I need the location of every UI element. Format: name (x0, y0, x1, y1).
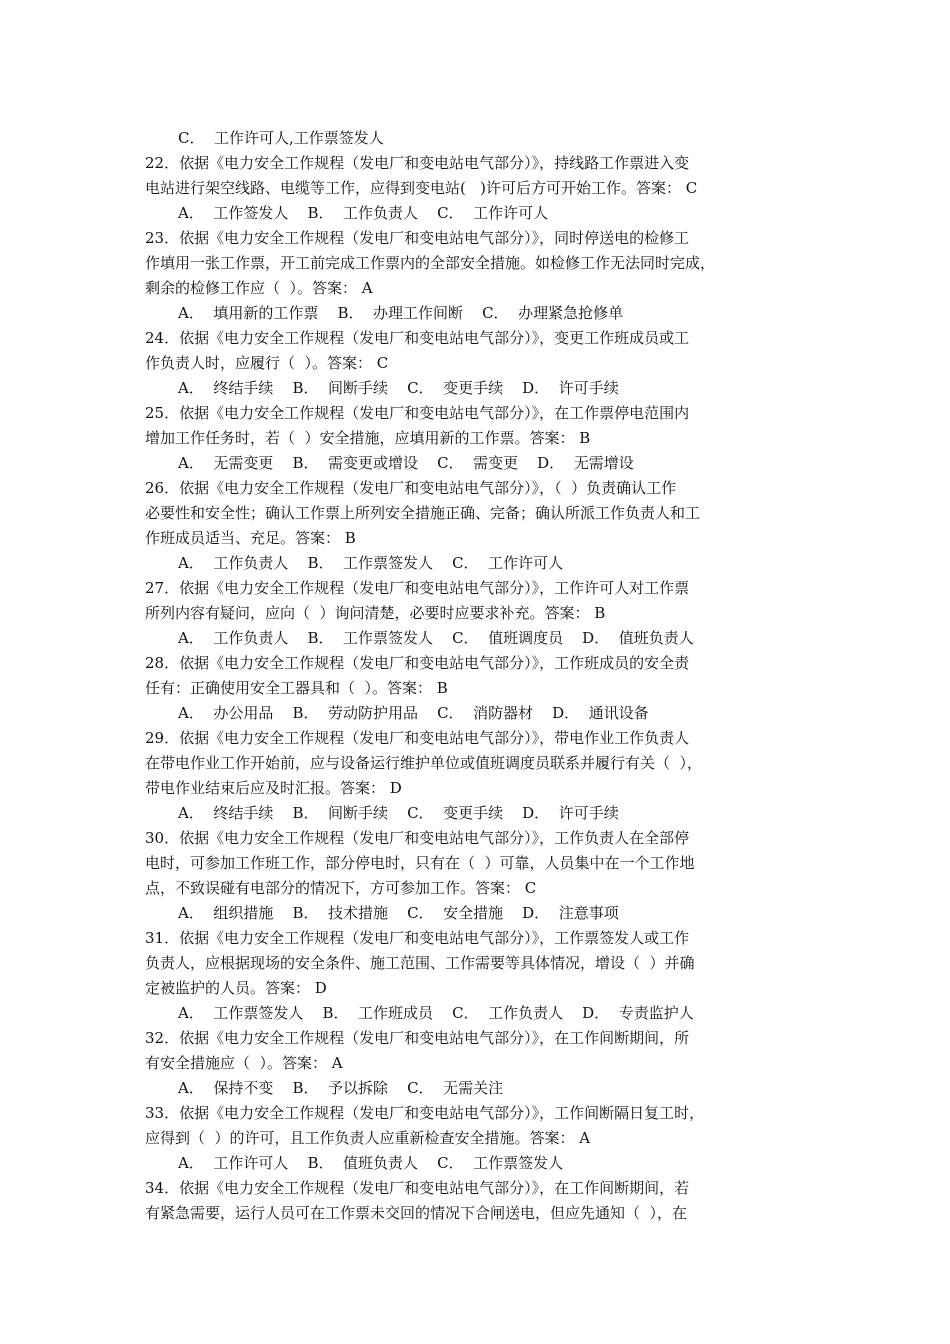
answer-options-line: A． 组织措施 B． 技术措施 C． 安全措施 D． 注意事项 (178, 904, 619, 922)
question-text-line: 任有：正确使用安全工器具和（ ）。答案： B (145, 679, 448, 697)
answer-options-line: A． 填用新的工作票 B． 办理工作间断 C． 办理紧急抢修单 (178, 304, 624, 322)
answer-options-line: C． 工作许可人,工作票签发人 (178, 129, 384, 147)
question-text-line: 作填用一张工作票，开工前完成工作票内的全部安全措施。如检修工作无法同时完成， (145, 254, 716, 272)
question-text-line: 22．依据《电力安全工作规程（发电厂和变电站电气部分）》，持线路工作票进入变 (145, 154, 690, 172)
question-text-line: 增加工作任务时，若（ ）安全措施，应填用新的工作票。答案： B (145, 429, 591, 447)
question-text-line: 28．依据《电力安全工作规程（发电厂和变电站电气部分）》，工作班成员的安全责 (145, 654, 690, 672)
answer-options-line: A． 保持不变 B． 予以拆除 C． 无需关注 (178, 1079, 504, 1097)
question-text-line: 24．依据《电力安全工作规程（发电厂和变电站电气部分）》，变更工作班成员或工 (145, 329, 690, 347)
answer-options-line: A． 工作负责人 B． 工作票签发人 C． 工作许可人 (178, 554, 564, 572)
question-text-line: 作班成员适当、充足。答案： B (145, 529, 356, 547)
question-text-line: 31．依据《电力安全工作规程（发电厂和变电站电气部分）》，工作票签发人或工作 (145, 929, 690, 947)
question-text-line: 应得到（ ）的许可，且工作负责人应重新检查安全措施。答案： A (145, 1129, 591, 1147)
question-text-line: 作负责人时，应履行（ ）。答案： C (145, 354, 389, 372)
question-text-line: 27．依据《电力安全工作规程（发电厂和变电站电气部分）》，工作许可人对工作票 (145, 579, 690, 597)
question-text-line: 有安全措施应（ ）。答案： A (145, 1054, 343, 1072)
question-text-line: 电时，可参加工作班工作，部分停电时，只有在（ ）可靠，人员集中在一个工作地 (145, 854, 695, 872)
question-text-line: 必要性和安全性；确认工作票上所列安全措施正确、完备；确认所派工作负责人和工 (145, 504, 701, 522)
question-text-line: 有紧急需要，运行人员可在工作票未交回的情况下合闸送电，但应先通知（ ），在 (145, 1204, 688, 1222)
question-text-line: 33．依据《电力安全工作规程（发电厂和变电站电气部分）》，工作间断隔日复工时， (145, 1104, 705, 1122)
question-text-line: 26．依据《电力安全工作规程（发电厂和变电站电气部分）》，（ ）负责确认工作 (145, 479, 677, 497)
question-text-line: 负责人，应根据现场的安全条件、施工范围、工作需要等具体情况，增设（ ）并确 (145, 954, 695, 972)
question-text-line: 34．依据《电力安全工作规程（发电厂和变电站电气部分）》，在工作间断期间，若 (145, 1179, 690, 1197)
question-text-line: 剩余的检修工作应（ ）。答案： A (145, 279, 373, 297)
question-text-line: 所列内容有疑问，应向（ ）询问清楚，必要时应要求补充。答案： B (145, 604, 606, 622)
answer-options-line: A． 无需变更 B． 需变更或增设 C． 需变更 D． 无需增设 (178, 454, 634, 472)
answer-options-line: A． 工作许可人 B． 值班负责人 C． 工作票签发人 (178, 1154, 564, 1172)
question-text-line: 29．依据《电力安全工作规程（发电厂和变电站电气部分）》，带电作业工作负责人 (145, 729, 690, 747)
document-body (145, 126, 825, 1226)
question-text-line: 在带电作业工作开始前，应与设备运行维护单位或值班调度员联系并履行有关（ ）， (145, 754, 703, 772)
answer-options-line: A． 办公用品 B． 劳动防护用品 C． 消防器材 D． 通讯设备 (178, 704, 649, 722)
answer-options-line: A． 终结手续 B． 间断手续 C． 变更手续 D． 许可手续 (178, 379, 619, 397)
answer-options-line: A． 终结手续 B． 间断手续 C． 变更手续 D． 许可手续 (178, 804, 619, 822)
question-text-line: 23．依据《电力安全工作规程（发电厂和变电站电气部分）》，同时停送电的检修工 (145, 229, 690, 247)
question-text-line: 点，不致误碰有电部分的情况下，方可参加工作。答案： C (145, 879, 537, 897)
question-text-line: 25．依据《电力安全工作规程（发电厂和变电站电气部分）》，在工作票停电范围内 (145, 404, 690, 422)
question-text-line: 带电作业结束后应及时汇报。答案： D (145, 779, 402, 797)
question-text-line: 定被监护的人员。答案： D (145, 979, 327, 997)
answer-options-line: A． 工作签发人 B． 工作负责人 C． 工作许可人 (178, 204, 549, 222)
question-text-line: 30．依据《电力安全工作规程（发电厂和变电站电气部分）》，工作负责人在全部停 (145, 829, 690, 847)
answer-options-line: A． 工作票签发人 B． 工作班成员 C． 工作负责人 D． 专责监护人 (178, 1004, 694, 1022)
question-text-line: 32．依据《电力安全工作规程（发电厂和变电站电气部分）》，在工作间断期间，所 (145, 1029, 690, 1047)
answer-options-line: A． 工作负责人 B． 工作票签发人 C． 值班调度员 D． 值班负责人 (178, 629, 694, 647)
question-text-line: 电站进行架空线路、电缆等工作，应得到变电站( )许可后方可开始工作。答案： C (145, 179, 698, 197)
